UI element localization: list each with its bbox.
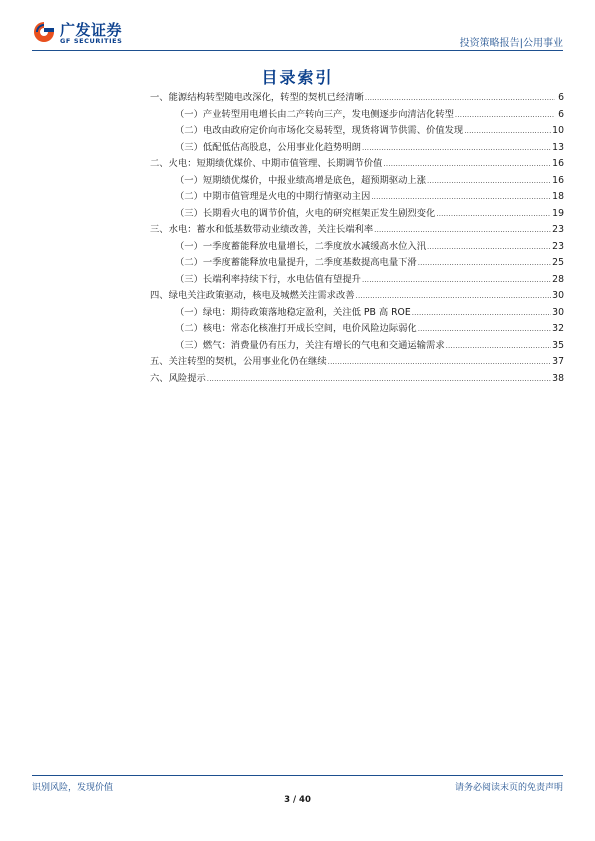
toc-leader-dots — [371, 189, 551, 206]
toc-entry[interactable] — [150, 222, 564, 239]
toc-leader-dots — [418, 255, 551, 272]
toc-leader-dots — [374, 222, 551, 239]
footer-disclaimer-note: 请务必阅读末页的免责声明 — [454, 783, 563, 793]
toc-leader-dots — [418, 321, 551, 338]
toc-entry[interactable] — [150, 206, 564, 223]
toc-entry-text: （二）核电：常态化核准打开成长空间，电价风险边际弱化 — [175, 323, 417, 334]
toc-entry-page: 6 — [558, 108, 564, 120]
toc-entry[interactable] — [150, 156, 564, 173]
toc-entry-page: 37 — [552, 356, 564, 367]
toc-leader-dots — [362, 140, 551, 157]
toc-title: 目录索引 — [261, 68, 334, 87]
toc-entry[interactable] — [150, 140, 564, 157]
toc-entry-page: 30 — [552, 306, 564, 318]
toc-entry-text: 二、火电：短期绩优煤价、中期市值管理、长期调节价值 — [150, 158, 383, 169]
page-header — [32, 18, 563, 50]
toc-entry-text: （二）电改由政府定价向市场化交易转型，现货将调节供需、价值发现 — [175, 125, 464, 136]
toc-leader-dots — [464, 123, 551, 140]
toc-entry-text: （一）短期绩优煤价，中报业绩高增是底色，超预期驱动上涨 — [175, 174, 427, 186]
company-logo — [32, 18, 142, 48]
toc-entry-page: 16 — [552, 174, 564, 186]
toc-leader-dots — [427, 173, 551, 190]
toc-entry-page: 35 — [552, 339, 564, 351]
toc-leader-dots — [455, 107, 555, 124]
toc-entry[interactable] — [150, 90, 564, 107]
toc-leader-dots — [427, 239, 551, 256]
logo-text-cn: 广发证券 — [60, 21, 123, 39]
toc-entry-text: 一、能源结构转型随电改深化，转型的契机已经清晰 — [150, 92, 364, 103]
toc-entry[interactable] — [150, 371, 564, 388]
toc-entry[interactable] — [150, 123, 564, 140]
toc-entry-text: （三）长期看火电的调节价值，火电的研究框架正发生剧烈变化 — [175, 207, 436, 219]
logo-text-en: GF SECURITIES — [60, 37, 123, 45]
toc-entry-page: 25 — [552, 257, 564, 268]
gf-logo-icon — [32, 20, 56, 44]
toc-entry-text: 六、风险提示 — [150, 372, 206, 384]
toc-entry-text: 五、关注转型的契机，公用事业化仍在继续 — [150, 356, 327, 367]
toc-entry-page: 18 — [552, 191, 564, 202]
toc-entry-text: 三、水电：蓄水和低基数带动业绩改善，关注长端利率 — [150, 224, 374, 235]
toc-entry-page: 30 — [552, 290, 564, 301]
report-category: 投资策略报告|公用事业 — [459, 38, 563, 49]
toc-leader-dots — [207, 371, 551, 388]
toc-entry-text: （三）燃气：消费量仍有压力，关注有增长的气电和交通运输需求 — [175, 339, 445, 351]
toc-entry-page: 23 — [552, 224, 564, 235]
toc-entry[interactable] — [150, 107, 564, 124]
toc-entry[interactable] — [150, 305, 564, 322]
toc-entry[interactable] — [150, 239, 564, 256]
toc-leader-dots — [362, 272, 551, 289]
toc-entry-text: （一）产业转型用电增长由二产转向三产，发电侧逐步向清洁化转型 — [175, 108, 454, 120]
toc-entry[interactable] — [150, 354, 564, 371]
footer-slogan: 识别风险，发现价值 — [32, 783, 114, 793]
toc-entry[interactable] — [150, 288, 564, 305]
toc-entry-page: 23 — [552, 240, 564, 252]
toc-entry-text: 四、绿电关注政策驱动，核电及城燃关注需求改善 — [150, 290, 355, 301]
toc-entry-page: 10 — [552, 125, 564, 136]
footer-divider — [32, 775, 563, 776]
page-number: 3 / 40 — [284, 795, 311, 805]
toc-entry-page: 16 — [552, 158, 564, 169]
toc-leader-dots — [412, 305, 551, 322]
toc-entry-page: 38 — [552, 372, 564, 384]
toc-leader-dots — [356, 288, 552, 305]
toc-entry-text: （三）长端利率持续下行，水电估值有望提升 — [175, 273, 361, 285]
toc-entry-text: （二）中期市值管理是火电的中期行情驱动主因 — [175, 191, 371, 202]
toc-entry[interactable] — [150, 338, 564, 355]
toc-entry-page: 19 — [552, 207, 564, 219]
toc-entry-text: （一）绿电：期待政策落地稳定盈利，关注低 PB 高 ROE — [175, 306, 411, 318]
toc-leader-dots — [446, 338, 552, 355]
header-divider — [32, 50, 563, 51]
toc-entry-text: （二）一季度蓄能释放电量提升，二季度基数提高电量下滑 — [175, 257, 417, 268]
toc-entry[interactable] — [150, 255, 564, 272]
toc-leader-dots — [328, 354, 552, 371]
toc-entry-page: 32 — [552, 323, 564, 334]
toc-entry-page: 6 — [558, 92, 564, 103]
toc-entry-page: 28 — [552, 273, 564, 285]
toc-leader-dots — [436, 206, 551, 223]
toc-entry-text: （三）低配低估高股息，公用事业化趋势明朗 — [175, 141, 361, 153]
toc-entry[interactable] — [150, 321, 564, 338]
toc-entry-page: 13 — [552, 141, 564, 153]
table-of-contents — [150, 90, 564, 387]
toc-leader-dots — [365, 90, 555, 107]
toc-entry[interactable] — [150, 272, 564, 289]
toc-entry[interactable] — [150, 173, 564, 190]
toc-entry[interactable] — [150, 189, 564, 206]
toc-leader-dots — [383, 156, 551, 173]
toc-entry-text: （一）一季度蓄能释放电量增长，二季度放水减缓高水位入汛 — [175, 240, 427, 252]
